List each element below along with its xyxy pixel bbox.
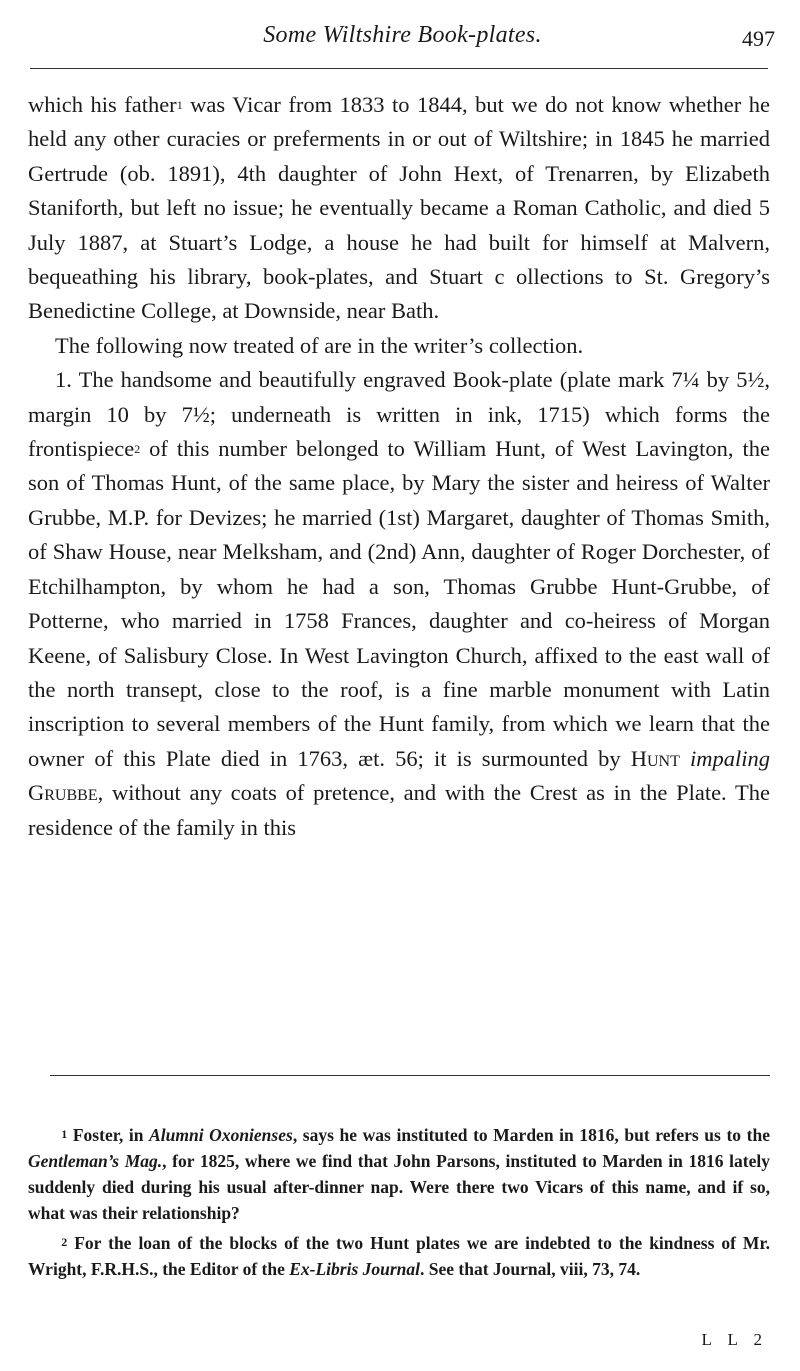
heraldic-term: impaling <box>690 745 771 771</box>
paragraph-2: The following now treated of are in the writer’s collection. <box>55 332 584 358</box>
paragraph-1: which his father$^1$ was Vicar from 1833 to 1844, but we do not know whether he held any other curacies or preferments in or out of Wiltshire; in 1845 he married Gertrude (ob. 1891), 4th daughter of John Hext, of Trenarren, by Elizabeth Staniforth, but left no issue; he eventually became a Roman Catholic, and died 5 July 1887, at Stuart’s Lodge, a house he had built for himself at Malvern, bequeathing his library, book-plates, and Stuart c ollections to St. Gregory’s Benedictine College, at Downside, near Bath. <box>28 92 770 324</box>
footnotes <box>28 1122 770 1286</box>
footnote-1: $^1$ Foster, in Alumni Oxonienses, says he was instituted to Marden in 1816, but refers us to the Gentleman’s Mag., for 1825, where we find that John Parsons, instituted to Marden in 1816 lately suddenly died during his usual after-dinner nap. Were there two Vicars of this name, and if so, what was their relationship? <box>28 1125 770 1223</box>
heraldic-name-grubbe: Grubbe <box>28 780 98 806</box>
signature-mark: L L 2 <box>701 1330 768 1349</box>
body-text <box>28 88 770 845</box>
footnote-ref-2: 2 <box>134 442 141 457</box>
footnote-2: $^2$ For the loan of the blocks of the two Hunt plates we are indebted to the kindness of Mr. Wright, F.R.H.S., the Editor of the Ex-Libris Journal. See that Journal, viii, 73, 74. <box>28 1233 770 1279</box>
page-header <box>30 22 775 62</box>
footnote-ref-1: 1 <box>176 98 183 112</box>
footnote-rule <box>50 1075 770 1076</box>
page-number: 497 <box>742 26 775 51</box>
running-title: Some Wiltshire Book-plates. <box>263 22 542 48</box>
paragraph-3: 1. The handsome and beautifully engraved Book-plate (plate mark 7¼ by 5½, margin 10 by 7½; underneath is written in ink, 1715) which forms the frontispiece$^2$ of this number belonged to William Hunt, of West Lavington, the son of Thomas Hunt, of the same place, by Mary the sister and heiress of Walter Grubbe, M.P. for Devizes; he married (1st) Margaret, daughter of Thomas Smith, of Shaw House, near Melksham, and (2nd) Ann, daughter of Roger Dorchester, of Etchilhampton, by whom he had a son, Thomas Grubbe Hunt-Grubbe, of Potterne, who married in 1758 Frances, daughter and co-heiress of Morgan Keene, of Salisbury Close. In West Lavington Church, affixed to the east wall of the north transept, close to the roof, is a fine marble monument with Latin inscription to several members of the Hunt family, from which we learn that the owner of this Plate died in 1763, æt. 56; it is surmounted by Hunt impaling Grubbe, without any coats of pretence, and with the Crest as in the Plate. The residence of the family in this <box>28 367 771 840</box>
heraldic-name-hunt: Hunt <box>630 745 680 771</box>
header-rule <box>30 68 768 69</box>
